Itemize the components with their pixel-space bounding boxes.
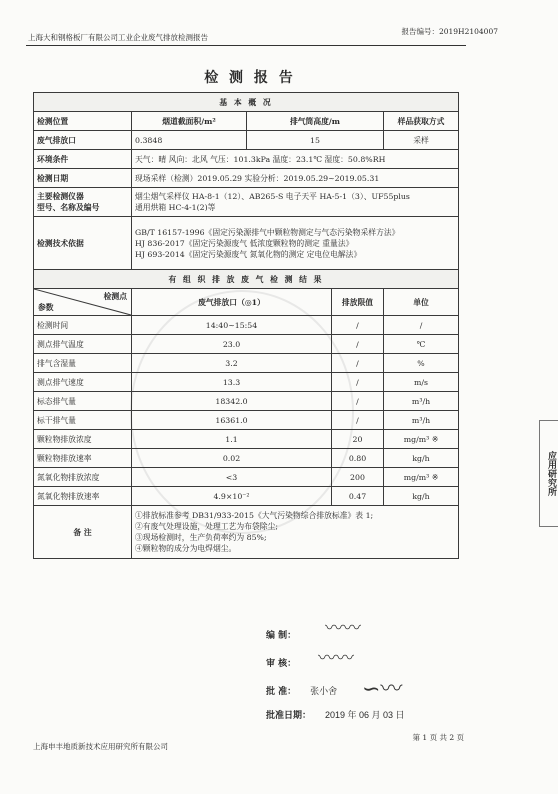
result-row — [34, 316, 459, 335]
document-title: 检 测 报 告 — [204, 70, 296, 86]
remark-label: 备 注 — [34, 506, 132, 559]
result-row — [34, 468, 459, 487]
result-param: 标干排气量 — [34, 411, 132, 430]
result-param: 测点排气速度 — [34, 373, 132, 392]
approval-date-value: 2019 年 06 月 03 日 — [325, 710, 405, 720]
report-table — [33, 92, 459, 559]
result-limit: 0.47 — [332, 487, 384, 506]
basic-section-title: 基 本 概 况 — [34, 93, 459, 112]
basis-label: 检测技术依据 — [34, 217, 132, 270]
footer-company: 上海申丰地质新技术应用研究所有限公司 — [33, 742, 168, 751]
instrument-value — [132, 188, 459, 217]
approve-field — [266, 684, 337, 697]
result-limit: / — [332, 373, 384, 392]
result-unit: ℃ — [384, 335, 459, 354]
result-limit: 200 — [332, 468, 384, 487]
col-sampling: 样品获取方式 — [384, 112, 459, 131]
page-number: 第 1 页 共 2 页 — [412, 733, 464, 742]
height-value: 15 — [247, 131, 384, 150]
result-unit: kg/h — [384, 449, 459, 468]
result-value: 1.1 — [132, 430, 332, 449]
compile-signature: 〰〰 — [325, 618, 361, 639]
result-value: 16361.0 — [132, 411, 332, 430]
result-value: 13.3 — [132, 373, 332, 392]
result-value: 0.02 — [132, 449, 332, 468]
remark-1: ①排放标准参考 DB31/933-2015《大气污染物综合排放标准》表 1; — [135, 511, 374, 520]
header-divider — [26, 45, 466, 46]
basis-line3: HJ 693-2014《固定污染源废气 氮氧化物的测定 定电位电解法》 — [135, 249, 362, 259]
outlet-label: 废气排放口 — [34, 131, 132, 150]
result-unit: % — [384, 354, 459, 373]
report-number: 报告编号：2019H2104007 — [401, 27, 498, 36]
result-row — [34, 373, 459, 392]
approval-date-label: 批准日期： — [266, 711, 312, 721]
env-label: 环境条件 — [34, 150, 132, 169]
result-unit: m³/h — [384, 392, 459, 411]
approve-label: 批 准： — [266, 687, 297, 697]
results-section-title: 有 组 织 排 放 废 气 检 测 结 果 — [34, 270, 459, 289]
result-row — [34, 392, 459, 411]
remark-value — [132, 506, 459, 559]
result-unit: m/s — [384, 373, 459, 392]
result-value: <3 — [132, 468, 332, 487]
result-row — [34, 335, 459, 354]
review-signature: 〰〰 — [318, 648, 354, 669]
header-company-title: 上海大和钢格板厂有限公司工业企业废气排放检测报告 — [28, 33, 208, 42]
result-param: 排气含湿量 — [34, 354, 132, 373]
basis-line2: HJ 836-2017《固定污染源废气 低浓度颗粒物的测定 重量法》 — [135, 238, 354, 248]
approver-name: 张小舍 — [310, 686, 338, 696]
instrument-label-line1: 主要检测仪器 — [37, 192, 84, 201]
result-limit: / — [332, 354, 384, 373]
result-param: 测点排气温度 — [34, 335, 132, 354]
result-limit: / — [332, 411, 384, 430]
col-limit: 排放限值 — [332, 289, 384, 316]
result-param: 氮氧化物排放速率 — [34, 487, 132, 506]
result-row — [34, 449, 459, 468]
compile-field — [266, 628, 296, 641]
result-unit: / — [384, 316, 459, 335]
result-param: 检测时间 — [34, 316, 132, 335]
date-value: 现场采样（检测）2019.05.29 实验分析：2019.05.29~2019.05.31 — [132, 169, 459, 188]
result-value: 4.9×10⁻² — [132, 487, 332, 506]
result-unit: mg/m³ ※ — [384, 468, 459, 487]
result-row — [34, 354, 459, 373]
diag-top-label: 检测点 — [103, 292, 127, 301]
result-value: 23.0 — [132, 335, 332, 354]
col-area: 烟道截面积/m² — [132, 112, 247, 131]
result-param: 颗粒物排放浓度 — [34, 430, 132, 449]
area-value: 0.3848 — [132, 131, 247, 150]
instrument-line2: 通用烘箱 HC-4-1(2)等 — [135, 203, 216, 212]
result-limit: / — [332, 316, 384, 335]
env-value: 天气：晴 风向：北风 气压：101.3kPa 温度：23.1℃ 湿度：50.8%RH — [132, 150, 459, 169]
compile-label: 编 制： — [266, 631, 297, 641]
instrument-line1: 烟尘烟气采样仪 HA-8-1（12）、AB265-S 电子天平 HA-5-1（3）、UF55plus — [135, 192, 410, 201]
result-row — [34, 430, 459, 449]
review-field — [266, 656, 296, 669]
col-unit: 单位 — [384, 289, 459, 316]
col-location: 检测位置 — [34, 112, 132, 131]
col-point: 废气排放口（◎1） — [132, 289, 332, 316]
approve-signature: ∽〰 — [362, 677, 403, 702]
basis-line1: GB/T 16157-1996《固定污染源排气中颗粒物测定与气态污染物采样方法》 — [135, 227, 400, 237]
instrument-label — [34, 188, 132, 217]
result-value: 3.2 — [132, 354, 332, 373]
diag-bottom-label: 参数 — [38, 303, 54, 312]
side-stamp: 应用研究所 — [539, 420, 558, 527]
results-diagonal-header — [34, 289, 132, 316]
result-row — [34, 487, 459, 506]
result-limit: / — [332, 335, 384, 354]
result-limit: 0.80 — [332, 449, 384, 468]
result-param: 标态排气量 — [34, 392, 132, 411]
result-value: 18342.0 — [132, 392, 332, 411]
sampling-value: 采样 — [384, 131, 459, 150]
result-unit: m³/h — [384, 411, 459, 430]
result-param: 氮氧化物排放浓度 — [34, 468, 132, 487]
review-label: 审 核： — [266, 659, 297, 669]
remark-3: ③现场检测时，生产负荷率约为 85%; — [135, 533, 267, 542]
result-limit: / — [332, 392, 384, 411]
date-label: 检测日期 — [34, 169, 132, 188]
remark-4: ④颗粒物的成分为电焊烟尘。 — [135, 544, 237, 553]
result-rows — [34, 316, 459, 506]
basis-value — [132, 217, 459, 270]
result-unit: mg/m³ ※ — [384, 430, 459, 449]
remark-2: ②有废气处理设施，处理工艺为布袋除尘; — [135, 522, 278, 531]
result-value: 14:40~15:54 — [132, 316, 332, 335]
result-limit: 20 — [332, 430, 384, 449]
result-row — [34, 411, 459, 430]
approval-date-field — [266, 708, 405, 721]
result-param: 颗粒物排放速率 — [34, 449, 132, 468]
instrument-label-line2: 型号、名称及编号 — [37, 203, 100, 212]
col-height: 排气筒高度/m — [247, 112, 384, 131]
result-unit: kg/h — [384, 487, 459, 506]
